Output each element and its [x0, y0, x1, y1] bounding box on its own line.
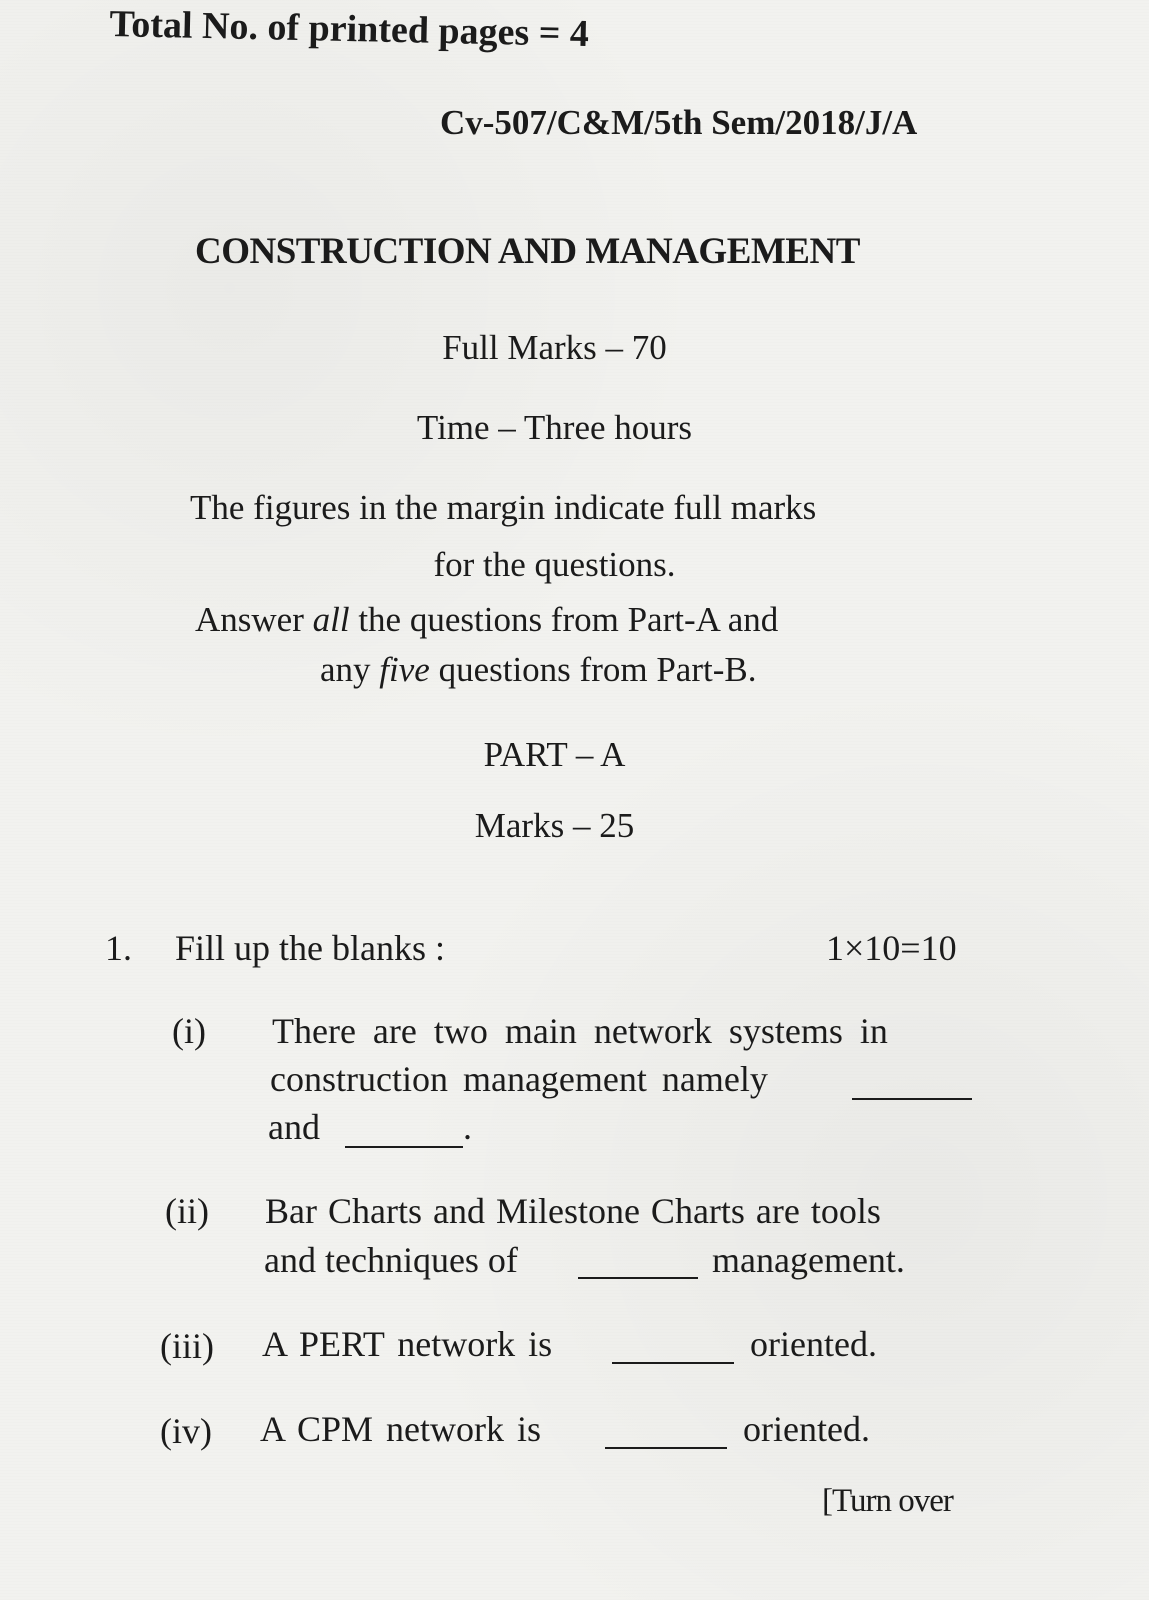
- sub-question-line: oriented.: [750, 1324, 877, 1364]
- sub-question-line: management.: [712, 1240, 905, 1280]
- sub-question-label: (iii): [160, 1326, 214, 1366]
- sub-question-line: oriented.: [743, 1409, 870, 1449]
- instruction-line-2: for the questions.: [433, 545, 676, 584]
- sub-question-line: and techniques of: [264, 1240, 518, 1280]
- part-marks: Marks – 25: [474, 806, 635, 845]
- question-text: Fill up the blanks :: [175, 928, 445, 968]
- turn-over-note: [Turn over: [822, 1483, 953, 1519]
- sub-question-line: A CPM network is: [260, 1409, 542, 1449]
- instruction-line-3: Answer all the questions from Part-A and: [195, 600, 779, 639]
- exam-title: CONSTRUCTION AND MANAGEMENT: [195, 231, 860, 272]
- answer-blank: [605, 1447, 727, 1449]
- sub-question-line: and: [268, 1107, 320, 1147]
- paper-code: Cv-507/C&M/5th Sem/2018/J/A: [440, 103, 918, 142]
- exam-time: Time – Three hours: [416, 408, 693, 447]
- sub-question-line: construction management namely: [270, 1059, 768, 1099]
- instruction-line-1: The figures in the margin indicate full marks: [190, 488, 817, 527]
- answer-blank: [852, 1098, 972, 1100]
- sub-question-label: (i): [172, 1011, 206, 1051]
- part-heading: PART – A: [483, 735, 626, 774]
- instruction-line-4: any five questions from Part-B.: [320, 650, 757, 689]
- sub-question-line: Bar Charts and Milestone Charts are tools: [265, 1191, 881, 1231]
- full-marks: Full Marks – 70: [442, 328, 667, 367]
- sub-question-label: (ii): [165, 1191, 209, 1231]
- question-number: 1.: [105, 928, 132, 968]
- answer-blank: [345, 1146, 463, 1148]
- sentence-end: .: [463, 1107, 472, 1147]
- sub-question-line: A PERT network is: [262, 1324, 553, 1364]
- answer-blank: [578, 1277, 698, 1279]
- printed-pages-count: Total No. of printed pages = 4: [109, 2, 590, 56]
- sub-question-line: There are two main network systems in: [272, 1011, 888, 1051]
- question-marks: 1×10=10: [826, 928, 957, 968]
- sub-question-label: (iv): [160, 1411, 212, 1451]
- answer-blank: [612, 1362, 734, 1364]
